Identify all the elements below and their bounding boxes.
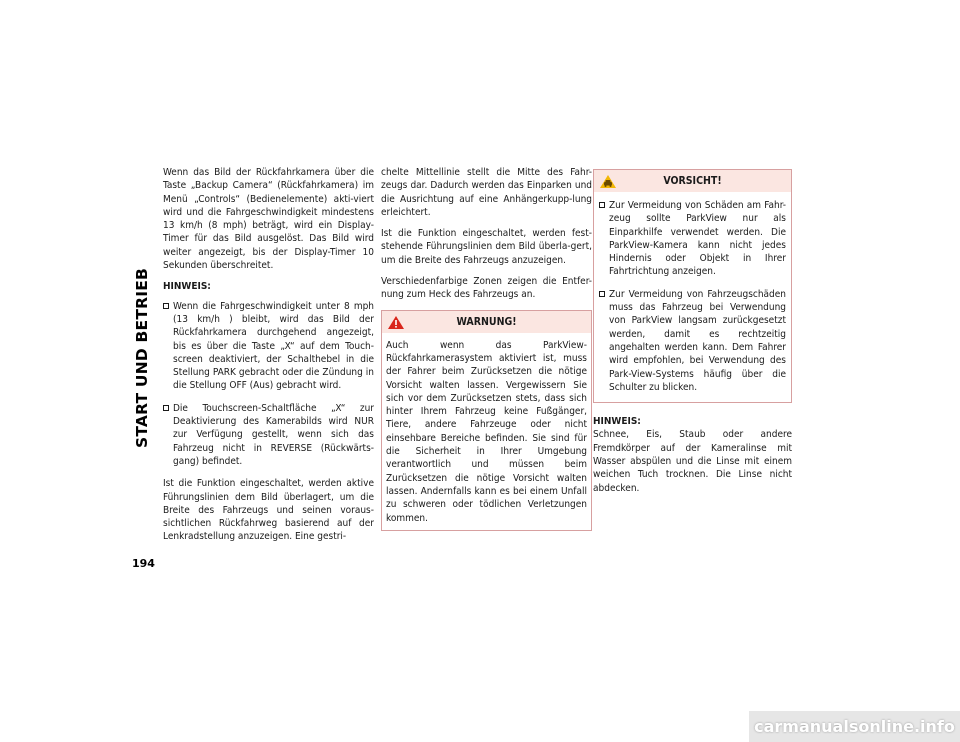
list-item: Zur Vermeidung von Fahrzeugschäden muss das Fahrzeug bei Verwendung von ParkView langsam zurückgesetzt werden, damit es rechtzeitig angehalten werden kann. Dem Fahrer wird empfohlen, bei Verwendung des Park-View-Systems häufig über die Schulter zu blicken. [599,288,786,394]
bullet-square-icon [163,405,169,411]
watermark-logo: carmanualsonline.info [749,711,960,742]
paragraph: Ist die Funktion eingeschaltet, werden fest-stehende Führungslinien dem Bild überla-gert, um die Breite des Fahrzeugs anzuzeigen. [381,228,592,266]
note-list [163,300,374,469]
warning-text: Auch wenn das ParkView-Rückfahrkamerasystem aktiviert ist, muss der Fahrer beim Zurücksetzen die nötige Vorsicht walten lassen. Vergewissern Sie sich vor dem Zurücksetzen stets, dass sich hinter Ihrem Fahrzeug keine Fußgänger, Tiere, andere Fahrzeuge oder nicht einsehbare Bereiche befinden. Sie sind für die Sicherheit in Ihrer Umgebung verantwortlich und müssen beim Zurücksetzen die nötige Vorsicht walten lassen. Andernfalls kann es bei einem Unfall zu schweren oder tödlichen Verletzungen kommen. [386,339,587,524]
warning-title: WARNUNG! [456,315,517,328]
paragraph: Verschiedenfarbige Zonen zeigen die Entfer-nung zum Heck des Fahrzeugs an. [381,276,592,301]
note-heading: HINWEIS: [593,416,641,428]
warning-header [382,311,591,333]
list-item: Die Touchscreen-Schaltfläche „X“ zur Deaktivierung des Kamerabilds wird NUR zur Verfügung gestellt, wenn sich das Fahrzeug nicht in REVERSE (Rückwärts-gang) befindet. [163,402,374,468]
note-heading: HINWEIS: [163,281,211,293]
caution-box [593,169,792,403]
caution-header [594,170,791,192]
paragraph: Wenn das Bild der Rückfahrkamera über die Taste „Backup Camera“ (Rückfahrkamera) im Menü „Controls“ (Bedienelemente) akti-viert wird und die Fahrgeschwindigkeit mindestens 13 km/h (8 mph) beträgt, wird ein Display-Timer für das Bild ausgelöst. Das Bild wird weiter angezeigt, bis der Display-Timer 10 Sekunden überschreitet. [163,167,374,272]
section-tab [132,168,152,548]
warning-triangle-icon [387,315,405,330]
warning-body [382,333,591,530]
bullet-square-icon [599,291,605,297]
warning-box [381,310,592,531]
section-title: START UND BETRIEB [133,267,151,449]
paragraph: Schnee, Eis, Staub oder andere Fremdkörper auf der Kameralinse mit Wasser abspülen und die Linse mit einem weichen Tuch trocknen. Die Linse nicht abdecken. [593,429,792,494]
column-2 [381,166,592,531]
list-item: Wenn die Fahrgeschwindigkeit unter 8 mph (13 km/h ) bleibt, wird das Bild der Rückfahrkamera durchgehend angezeigt, bis es über die Taste „X“ auf dem Touch-screen deaktiviert, der Schalthebel in die Stellung PARK gebracht oder die Zündung in die Stellung OFF (Aus) gebracht wird. [163,300,374,393]
column-1 [163,166,374,552]
paragraph: Ist die Funktion eingeschaltet, werden aktive Führungslinien dem Bild überlagert, um die Breite des Fahrzeugs und seinen voraus-sichtlichen Rückfahrweg basierend auf der Lenkradstellung anzuzeigen. Eine gestri- [163,478,374,543]
column-3 [593,166,792,503]
list-item: Zur Vermeidung von Schäden am Fahr-zeug sollte ParkView nur als Einparkhilfe verwendet werden. Die ParkView-Kamera kann nicht jedes Hindernis oder Objekt in Ihrer Fahrtrichtung anzeigen. [599,199,786,279]
bullet-square-icon [163,303,169,309]
caution-body [594,192,791,402]
caution-title: VORSICHT! [663,175,722,187]
caution-list [599,199,786,394]
page-number: 194 [132,557,155,570]
paragraph: chelte Mittellinie stellt die Mitte des Fahr-zeugs dar. Dadurch werden das Einparken und die Ausrichtung auf eine Anhängerkupp-lung erleichtert. [381,167,592,218]
bullet-square-icon [599,202,605,208]
caution-car-icon [599,174,617,189]
